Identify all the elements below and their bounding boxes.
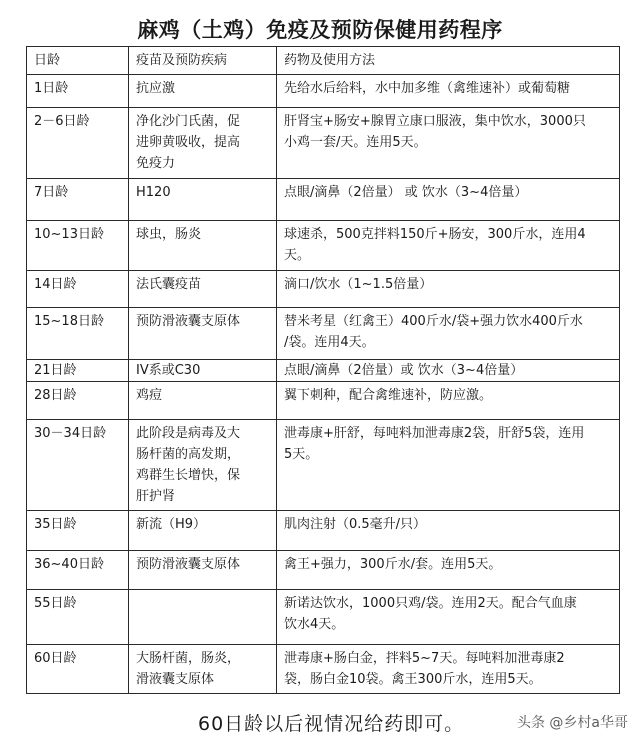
medication-cell: 先给水后给料，水中加多维（禽维速补）或葡萄糖 (277, 75, 620, 108)
table-row (27, 645, 620, 694)
table-row (27, 108, 620, 179)
header-age: 日龄 (27, 47, 129, 75)
vaccine-cell: 预防滑液囊支原体 (129, 308, 277, 360)
footer-note: 60日龄以后视情况给药即可。 (198, 713, 465, 735)
header-vaccine: 疫苗及预防疾病 (129, 47, 277, 75)
table-row (27, 179, 620, 221)
table-header-row (27, 47, 620, 75)
vaccine-cell (129, 590, 277, 645)
vaccine-cell: 大肠杆菌，肠炎， 滑液囊支原体 (129, 645, 277, 694)
age-cell: 1日龄 (27, 75, 129, 108)
age-cell: 60日龄 (27, 645, 129, 694)
watermark: 头条 @乡村a华哥 (516, 715, 628, 731)
medication-cell: 点眼/滴鼻（2倍量）或 饮水（3~4倍量） (277, 360, 620, 382)
table-row (27, 75, 620, 108)
medication-cell: 泄毒康+肝舒，每吨料加泄毒康2袋，肝舒5袋，连用 5天。 (277, 420, 620, 511)
table-row (27, 551, 620, 590)
age-cell: 36~40日龄 (27, 551, 129, 590)
table-row (27, 308, 620, 360)
table-row (27, 360, 620, 382)
age-cell: 10~13日龄 (27, 221, 129, 271)
table-row (27, 420, 620, 511)
vaccine-cell: 此阶段是病毒及大 肠杆菌的高发期， 鸡群生长增快，保 肝护肾 (129, 420, 277, 511)
medication-cell: 滴口/饮水（1~1.5倍量） (277, 271, 620, 308)
vaccine-cell: 法氏囊疫苗 (129, 271, 277, 308)
vaccine-cell: 抗应激 (129, 75, 277, 108)
medication-cell: 点眼/滴鼻（2倍量） 或 饮水（3~4倍量） (277, 179, 620, 221)
vaccine-cell: 预防滑液囊支原体 (129, 551, 277, 590)
page-title: 麻鸡（土鸡）免疫及预防保健用药程序 (137, 18, 503, 42)
age-cell: 15~18日龄 (27, 308, 129, 360)
table-row (27, 271, 620, 308)
table-row (27, 221, 620, 271)
vaccine-cell: 净化沙门氏菌，促 进卵黄吸收，提高 免疫力 (129, 108, 277, 179)
medication-cell: 肌肉注射（0.5毫升/只） (277, 511, 620, 551)
age-cell: 7日龄 (27, 179, 129, 221)
vaccine-cell: 新流（H9） (129, 511, 277, 551)
age-cell: 2－6日龄 (27, 108, 129, 179)
vaccine-cell: 鸡痘 (129, 382, 277, 420)
age-cell: 28日龄 (27, 382, 129, 420)
medication-cell: 替米考星（红禽王）400斤水/袋+强力饮水400斤水 /袋。连用4天。 (277, 308, 620, 360)
medication-cell: 肝肾宝+肠安+腺胃立康口服液，集中饮水，3000只 小鸡一套/天。连用5天。 (277, 108, 620, 179)
medication-cell: 翼下刺种，配合禽维速补，防应激。 (277, 382, 620, 420)
age-cell: 30－34日龄 (27, 420, 129, 511)
medication-schedule-table (26, 46, 620, 694)
vaccine-cell: H120 (129, 179, 277, 221)
table-row (27, 511, 620, 551)
age-cell: 14日龄 (27, 271, 129, 308)
age-cell: 35日龄 (27, 511, 129, 551)
vaccine-cell: 球虫，肠炎 (129, 221, 277, 271)
age-cell: 21日龄 (27, 360, 129, 382)
table-row (27, 590, 620, 645)
medication-cell: 球速杀，500克拌料150斤+肠安，300斤水，连用4 天。 (277, 221, 620, 271)
medication-cell: 新诺达饮水，1000只鸡/袋。连用2天。配合气血康 饮水4天。 (277, 590, 620, 645)
age-cell: 55日龄 (27, 590, 129, 645)
medication-cell: 禽王+强力，300斤水/套。连用5天。 (277, 551, 620, 590)
header-medication: 药物及使用方法 (277, 47, 620, 75)
table-row (27, 382, 620, 420)
medication-cell: 泄毒康+肠白金，拌料5~7天。每吨料加泄毒康2 袋，肠白金10袋。禽王300斤水，连用5天。 (277, 645, 620, 694)
vaccine-cell: IV系或C30 (129, 360, 277, 382)
